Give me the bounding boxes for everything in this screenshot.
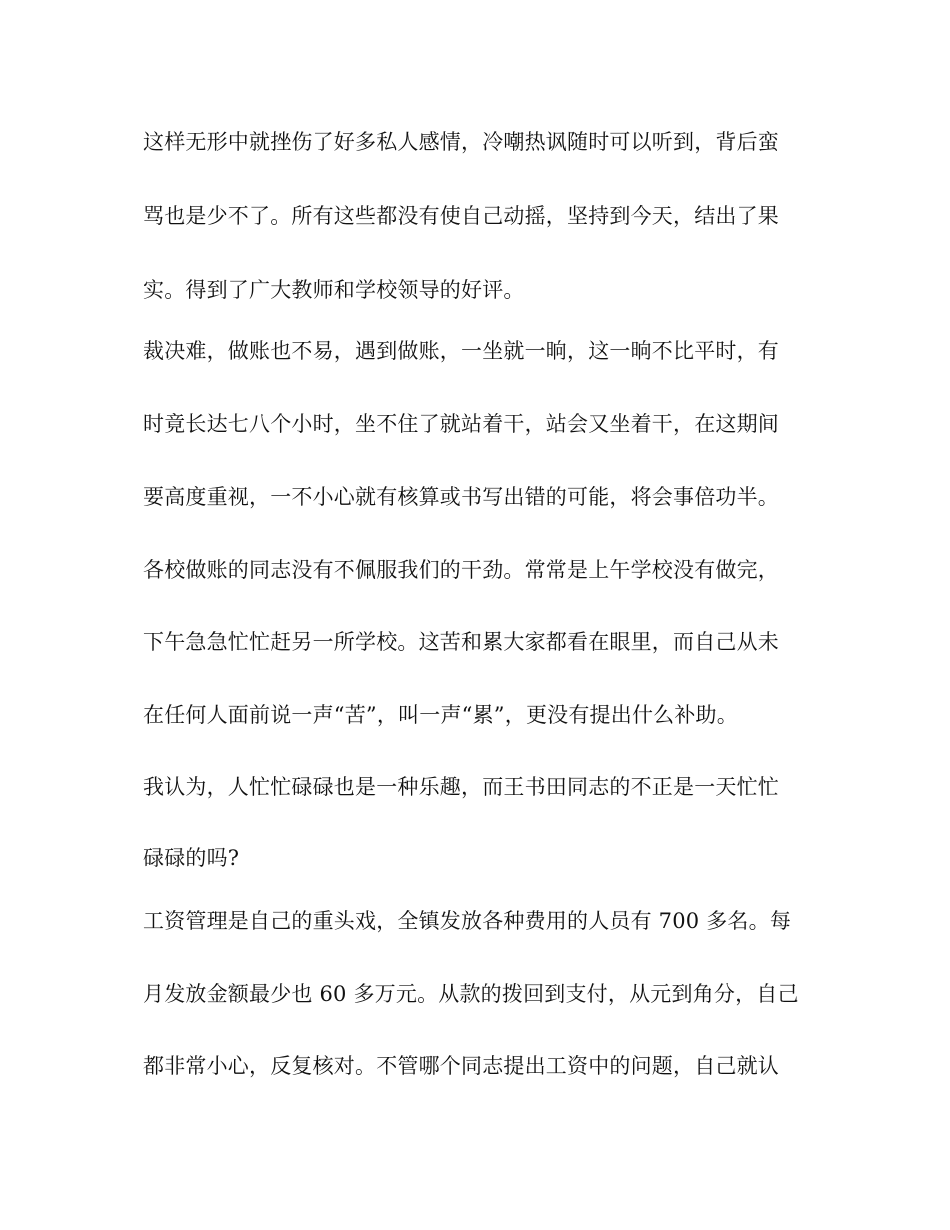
paragraph-2-line-1: 裁决难，做账也不易，遇到做账，一坐就一晌，这一晌不比平时，有 <box>143 339 779 363</box>
paragraph-1-line-2: 骂也是少不了。所有这些都没有使自己动摇，坚持到今天，结出了果 <box>143 204 779 228</box>
paragraph-3-line-1: 工资管理是自己的重头戏，全镇发放各种费用的人员有 700 多名。每 <box>143 909 792 933</box>
paragraph-2-line-2: 时竟长达七八个小时，坐不住了就站着干，站会又坐着干，在这期间 <box>143 412 779 436</box>
paragraph-2-line-3: 要高度重视，一不小心就有核算或书写出错的可能，将会事倍功半。 <box>143 485 779 509</box>
paragraph-2-line-6: 在任何人面前说一声“苦”，叫一声“累”，更没有提出什么补助。 <box>143 703 738 727</box>
paragraph-2-line-8: 碌碌的吗? <box>143 846 240 870</box>
paragraph-2-line-7: 我认为，人忙忙碌碌也是一种乐趣，而王书田同志的不正是一天忙忙 <box>143 775 779 799</box>
paragraph-1-line-3: 实。得到了广大教师和学校领导的好评。 <box>143 278 525 302</box>
paragraph-3-line-2: 月发放金额最少也 60 多万元。从款的拨回到支付，从元到角分，自己 <box>143 982 799 1006</box>
paragraph-2-line-5: 下午急急忙忙赶另一所学校。这苦和累大家都看在眼里，而自己从未 <box>143 630 779 654</box>
paragraph-3-line-3: 都非常小心，反复核对。不管哪个同志提出工资中的问题，自己就认 <box>143 1054 779 1078</box>
paragraph-2-line-4: 各校做账的同志没有不佩服我们的干劲。常常是上午学校没有做完， <box>143 558 779 582</box>
paragraph-1-line-1: 这样无形中就挫伤了好多私人感情，冷嘲热讽随时可以听到，背后蛮 <box>143 130 779 154</box>
